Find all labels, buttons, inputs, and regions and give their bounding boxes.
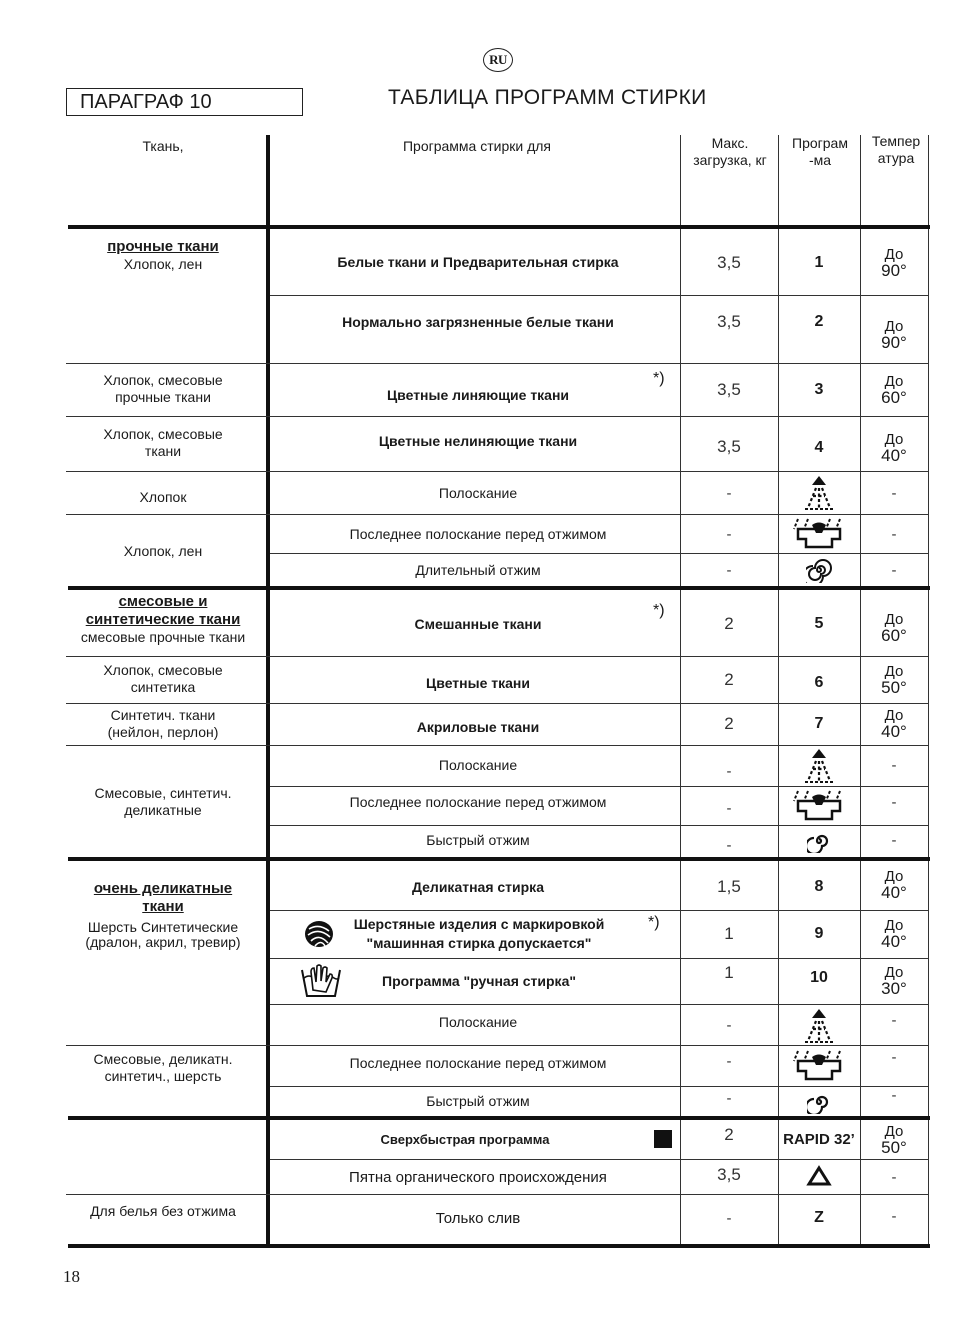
group-separator [68, 586, 930, 590]
footnote-mark: *) [653, 370, 665, 387]
program-name: Нормально загрязненные белые ткани [342, 313, 614, 330]
program-code: 5 [814, 615, 824, 632]
max-load-value: - [726, 762, 732, 780]
max-load-value: - [726, 1209, 732, 1227]
temp-prefix: До [884, 1123, 904, 1140]
temp-prefix: До [884, 245, 904, 263]
row-divider [270, 910, 928, 911]
max-load-value: 1 [724, 963, 734, 982]
program-name: Цветные ткани [426, 674, 530, 691]
temp-prefix: До [884, 707, 904, 724]
temp-value: 40° [881, 446, 907, 465]
program-name: Цветные линяющие ткани [386, 386, 570, 403]
program-code: 8 [814, 878, 824, 895]
fabric-label: Хлопок, лен [123, 542, 203, 559]
temp-prefix: До [884, 663, 904, 680]
temp-value: 40° [881, 883, 907, 902]
group-separator [68, 1116, 930, 1120]
program-code: 1 [814, 253, 824, 271]
program-name: Полоскание [438, 485, 518, 501]
max-load-value: 2 [724, 714, 734, 733]
divider-temp-column [928, 135, 929, 1247]
group-separator [68, 225, 930, 229]
temperature-cell: - [891, 1207, 897, 1225]
page-title: ТАБЛИЦА ПРОГРАММ СТИРКИ [388, 86, 707, 109]
program-code: RAPID 32’ [783, 1131, 855, 1148]
program-name: Только слив [435, 1209, 521, 1227]
temp-value: 60° [881, 626, 907, 645]
temp-prefix: До [884, 868, 904, 885]
program-name: Цветные нелиняющие ткани [378, 432, 578, 449]
program-name: Белые ткани и Предварительная стирка [337, 254, 619, 270]
rinse-hold-icon [778, 787, 860, 825]
fabric-label: Хлопок, лен [123, 256, 203, 272]
program-code: 4 [814, 439, 824, 456]
program-name: Сверхбыстрая программа [380, 1131, 550, 1147]
max-load-value: - [726, 799, 732, 817]
temp-prefix: До [884, 964, 904, 981]
temperature-cell: - [891, 756, 897, 774]
program-name: Быстрый отжим [426, 1093, 530, 1109]
temp-value: 90° [881, 333, 907, 352]
header-fabric: Ткань, [142, 138, 184, 154]
temperature-cell [860, 424, 928, 472]
paragraph-label: ПАРАГРАФ 10 [66, 88, 303, 116]
temp-prefix: До [884, 373, 904, 390]
fabric-label: Синтетич. ткани (нейлон, перлон) [107, 707, 219, 740]
temperature-cell [860, 364, 928, 416]
fabric-group-delicate [66, 880, 260, 950]
header-program: Програм -ма [792, 135, 848, 168]
max-load-value: 2 [724, 614, 734, 633]
program-name: Длительный отжим [415, 562, 541, 578]
rinse-icon [778, 472, 860, 514]
fabric-group-title: прочные ткани [107, 238, 219, 255]
program-code: 7 [814, 715, 824, 732]
fabric-group-title: смесовые и синтетические ткани [85, 593, 241, 628]
program-code: Z [814, 1209, 824, 1226]
temperature-cell [860, 230, 928, 295]
program-code: 9 [814, 925, 824, 942]
temp-value: 50° [881, 1138, 907, 1157]
program-name: Акриловые ткани [416, 718, 540, 735]
temperature-cell: - [891, 484, 897, 502]
temperature-cell [860, 958, 928, 1004]
program-code: 6 [814, 674, 824, 691]
divider-fabric-column [266, 135, 270, 1247]
temp-prefix: До [884, 611, 904, 628]
triangle-icon [778, 1160, 860, 1192]
program-code: 3 [814, 381, 824, 398]
header-temperature: Темпер атура [871, 133, 921, 166]
hand-wash-icon [298, 960, 344, 1002]
program-name: Полоскание [438, 1014, 518, 1030]
temp-value: 30° [881, 979, 907, 998]
header-max-load: Макс. загрузка, кг [693, 135, 767, 168]
temperature-cell: - [891, 1086, 897, 1104]
max-load-value: 2 [724, 670, 734, 689]
row-divider [66, 1194, 928, 1195]
program-name: Быстрый отжим [426, 832, 530, 848]
fabric-label: Хлопок, смесовые ткани [103, 426, 223, 459]
temp-prefix: До [884, 431, 904, 448]
short-spin-icon [778, 826, 860, 856]
header-program-for: Программа стирки для [402, 138, 551, 154]
row-divider [270, 1004, 928, 1005]
program-name: Последнее полоскание перед отжимом [349, 794, 607, 810]
fabric-group-synthetic [66, 593, 260, 646]
footnote-mark: *) [653, 602, 665, 619]
temp-prefix: До [884, 917, 904, 934]
max-load-value: - [726, 1089, 732, 1107]
temperature-cell: - [891, 1011, 897, 1029]
fabric-label: Шерсть Синтетические (дралон, акрил, тревир) [85, 919, 241, 950]
temp-value: 40° [881, 932, 907, 951]
wool-icon [300, 914, 338, 954]
fabric-group-title: очень деликатные ткани [93, 880, 233, 915]
program-name: Полоскание [438, 757, 518, 773]
max-load-value: 3,5 [717, 380, 741, 399]
program-name: Деликатная стирка [412, 878, 544, 895]
group-separator [68, 857, 930, 861]
temp-value: 60° [881, 388, 907, 407]
max-load-value: 1 [724, 924, 734, 943]
fabric-label: Хлопок, смесовые прочные ткани [103, 372, 223, 405]
table-bottom-border [68, 1244, 930, 1248]
long-spin-icon [778, 554, 860, 586]
max-load-value: - [726, 561, 732, 579]
temp-value: 90° [881, 260, 907, 280]
rapid-square-icon [654, 1130, 672, 1148]
program-name: Пятна органического происхождения [349, 1168, 607, 1186]
program-code: 2 [814, 313, 824, 330]
max-load-value: 2 [724, 1125, 734, 1144]
max-load-value: 3,5 [717, 1165, 741, 1184]
temperature-cell [860, 657, 928, 703]
language-badge: RU [483, 48, 513, 72]
rapid-row [276, 1122, 680, 1156]
temp-prefix: До [884, 318, 904, 335]
program-name: Смешанные ткани [414, 615, 542, 632]
program-name: Последнее полоскание перед отжимом [349, 526, 607, 542]
row-divider [270, 1086, 928, 1087]
footnote-mark: *) [648, 914, 660, 931]
temperature-cell: - [891, 561, 897, 579]
max-load-value: - [726, 484, 732, 502]
max-load-value: - [726, 1052, 732, 1070]
max-load-value: 1,5 [717, 877, 741, 896]
rinse-icon [778, 746, 860, 786]
page-number: 18 [63, 1267, 80, 1286]
max-load-value: 3,5 [717, 437, 741, 456]
fabric-label: Хлопок, смесовые синтетика [103, 662, 223, 695]
temperature-cell [860, 911, 928, 957]
short-spin-icon [778, 1088, 860, 1116]
max-load-value: 3,5 [717, 312, 741, 331]
fabric-label: Смесовые, синтетич. деликатные [94, 785, 232, 818]
temperature-cell [860, 704, 928, 744]
temperature-cell: - [891, 1168, 897, 1186]
fabric-label: Смесовые, деликатн. синтетич., шерсть [93, 1051, 233, 1084]
temperature-cell [860, 1120, 928, 1160]
fabric-label: Хлопок [139, 488, 187, 505]
temperature-cell [860, 862, 928, 908]
max-load-value: - [726, 1016, 732, 1034]
program-name: Программа "ручная стирка" [382, 972, 576, 989]
fabric-label: смесовые прочные ткани [80, 629, 246, 645]
temperature-cell [860, 310, 928, 360]
program-name: Шерстяные изделия с маркировкой "машинная стирка допускается" [353, 916, 605, 951]
rinse-hold-icon [778, 515, 860, 553]
temperature-cell: - [891, 1048, 897, 1066]
row-divider [66, 656, 928, 657]
max-load-value: - [726, 525, 732, 543]
temp-value: 40° [881, 722, 907, 741]
program-code: 10 [810, 969, 828, 986]
program-name: Последнее полоскание перед отжимом [349, 1055, 607, 1071]
rinse-hold-icon [778, 1046, 860, 1086]
max-load-value: - [726, 836, 732, 854]
fabric-label: Для белья без отжима [90, 1202, 236, 1219]
temp-value: 50° [881, 678, 907, 697]
temperature-cell: - [891, 793, 897, 811]
rinse-icon [778, 1006, 860, 1046]
max-load-value: 3,5 [717, 252, 741, 272]
temperature-cell: - [891, 831, 897, 849]
temperature-cell [860, 600, 928, 656]
temperature-cell: - [891, 525, 897, 543]
fabric-group-strong [66, 238, 260, 273]
